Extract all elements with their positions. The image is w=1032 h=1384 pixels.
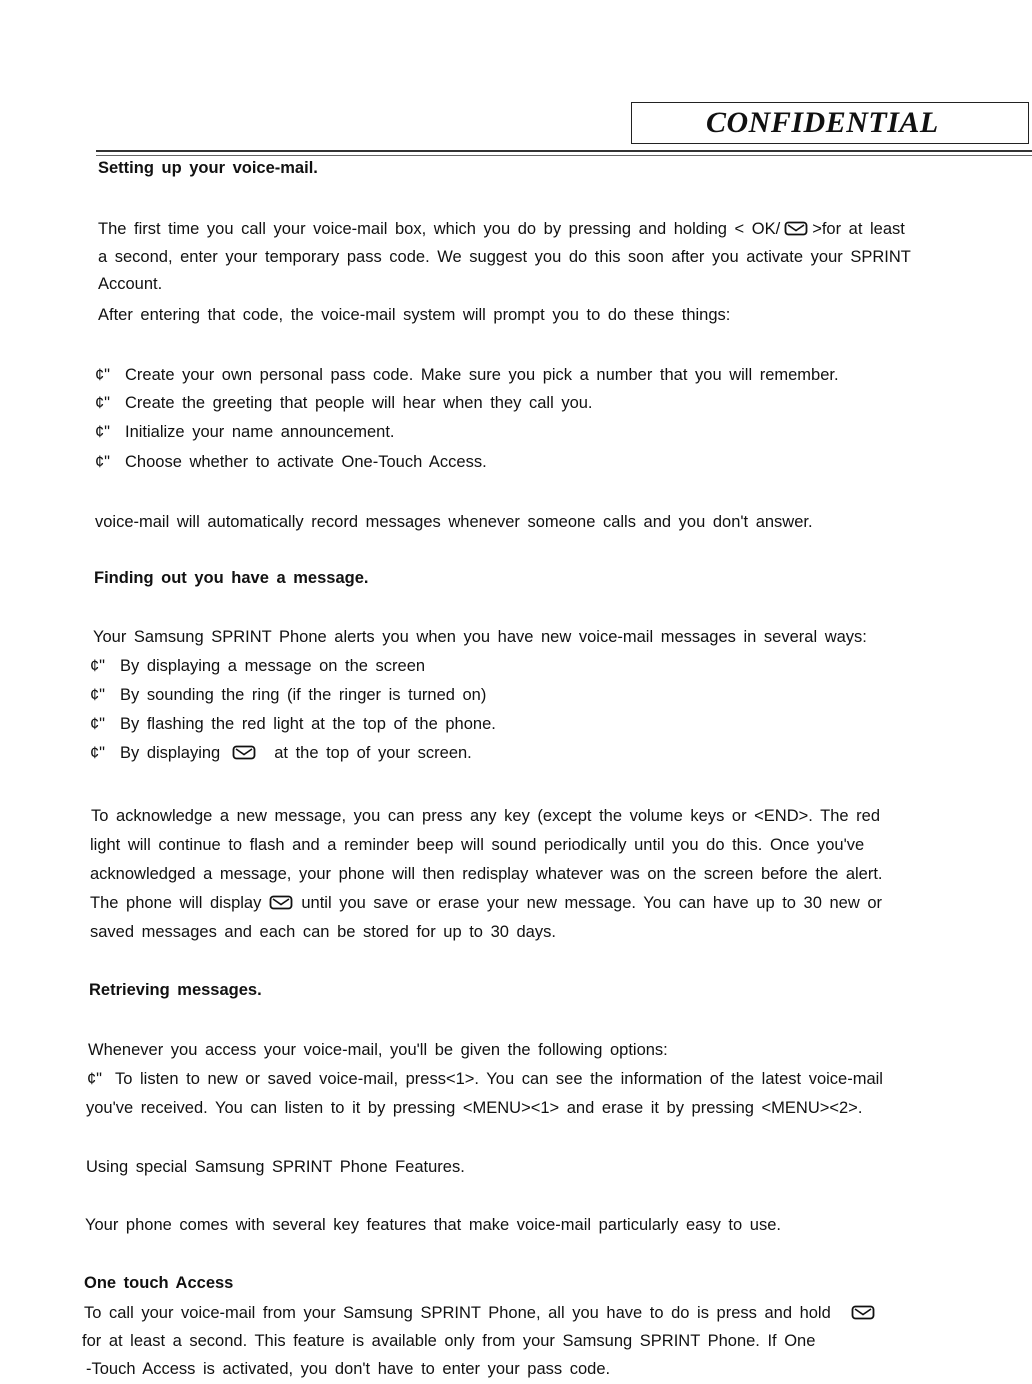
bullet-glyph: ¢" [95, 423, 111, 441]
paragraph-line [90, 893, 882, 913]
list-item [95, 365, 839, 385]
section-heading-finding: Finding out you have a message. [94, 569, 369, 587]
bullet-glyph: ¢" [90, 657, 106, 675]
paragraph-line: Your Samsung SPRINT Phone alerts you when you have new voice-mail messages in several ways: [93, 628, 867, 646]
text-segment: To call your voice-mail from your Samsung SPRINT Phone, all you have to do is press and hold [84, 1304, 831, 1322]
list-item-text: Create your own personal pass code. Make sure you pick a number that you will remember. [125, 366, 839, 384]
paragraph-line: After entering that code, the voice-mail system will prompt you to do these things: [98, 306, 731, 324]
section-heading-special: Using special Samsung SPRINT Phone Features. [86, 1158, 465, 1176]
text-segment: The phone will display [90, 894, 262, 912]
paragraph-line: Your phone comes with several key features that make voice-mail particularly easy to use. [85, 1216, 781, 1234]
list-item [95, 452, 487, 472]
bullet-glyph: ¢" [95, 453, 111, 471]
list-item [95, 422, 395, 442]
list-item [90, 714, 496, 734]
header-rule [96, 150, 1032, 152]
text-segment: >for at least [812, 220, 905, 238]
paragraph-line: you've received. You can listen to it by pressing <MENU><1> and erase it by pressing <MENU><2>. [86, 1099, 863, 1117]
paragraph-line [98, 219, 905, 239]
envelope-icon [784, 221, 808, 236]
list-item-text: By displaying a message on the screen [120, 657, 426, 675]
section-heading-setup: Setting up your voice-mail. [98, 159, 318, 177]
envelope-icon [269, 895, 293, 910]
paragraph-line: light will continue to flash and a reminder beep will sound periodically until you do this. Once you've [90, 836, 865, 854]
list-item-text: By sounding the ring (if the ringer is turned on) [120, 686, 487, 704]
bullet-glyph: ¢" [95, 366, 111, 384]
list-item [90, 656, 425, 676]
paragraph-line [84, 1303, 879, 1323]
list-item-text: By displaying [120, 744, 221, 762]
envelope-icon [232, 745, 256, 760]
text-segment: The first time you call your voice-mail box, which you do by pressing and holding < OK/ [98, 220, 781, 238]
paragraph-line: for at least a second. This feature is available only from your Samsung SPRINT Phone. If One [82, 1332, 816, 1350]
envelope-icon [851, 1305, 875, 1320]
paragraph-line: acknowledged a message, your phone will then redisplay whatever was on the screen before the alert. [90, 865, 883, 883]
paragraph-line: Whenever you access your voice-mail, you'll be given the following options: [88, 1041, 668, 1059]
paragraph-line: Account. [98, 275, 163, 293]
paragraph-line: saved messages and each can be stored for up to 30 days. [90, 923, 556, 941]
bullet-glyph: ¢" [90, 686, 106, 704]
header-rule-thin [96, 155, 1032, 156]
bullet-glyph: ¢" [95, 394, 111, 412]
list-item [87, 1069, 883, 1089]
section-heading-retrieving: Retrieving messages. [89, 981, 262, 999]
bullet-glyph: ¢" [90, 715, 106, 733]
list-item [95, 393, 593, 413]
bullet-glyph: ¢" [90, 744, 106, 762]
text-segment: until you save or erase your new message. You can have up to 30 new or [301, 894, 883, 912]
list-item [90, 685, 486, 705]
list-item-text: By flashing the red light at the top of the phone. [120, 715, 496, 733]
list-item-text: Create the greeting that people will hear when they call you. [125, 394, 593, 412]
paragraph-line: -Touch Access is activated, you don't have to enter your pass code. [86, 1360, 611, 1378]
list-item-text: To listen to new or saved voice-mail, press<1>. You can see the information of the latest voice-mail [115, 1070, 883, 1088]
bullet-glyph: ¢" [87, 1070, 103, 1088]
confidential-stamp: CONFIDENTIAL [706, 106, 939, 139]
section-heading-onetouch: One touch Access [84, 1274, 234, 1292]
list-item-text: at the top of your screen. [274, 744, 472, 762]
list-item [90, 743, 472, 763]
list-item-text: Choose whether to activate One-Touch Access. [125, 453, 487, 471]
paragraph-line: voice-mail will automatically record messages whenever someone calls and you don't answer. [95, 513, 813, 531]
paragraph-line: To acknowledge a new message, you can press any key (except the volume keys or <END>. The red [91, 807, 880, 825]
paragraph-line: a second, enter your temporary pass code. We suggest you do this soon after you activate your SPRINT [98, 248, 911, 266]
list-item-text: Initialize your name announcement. [125, 423, 395, 441]
